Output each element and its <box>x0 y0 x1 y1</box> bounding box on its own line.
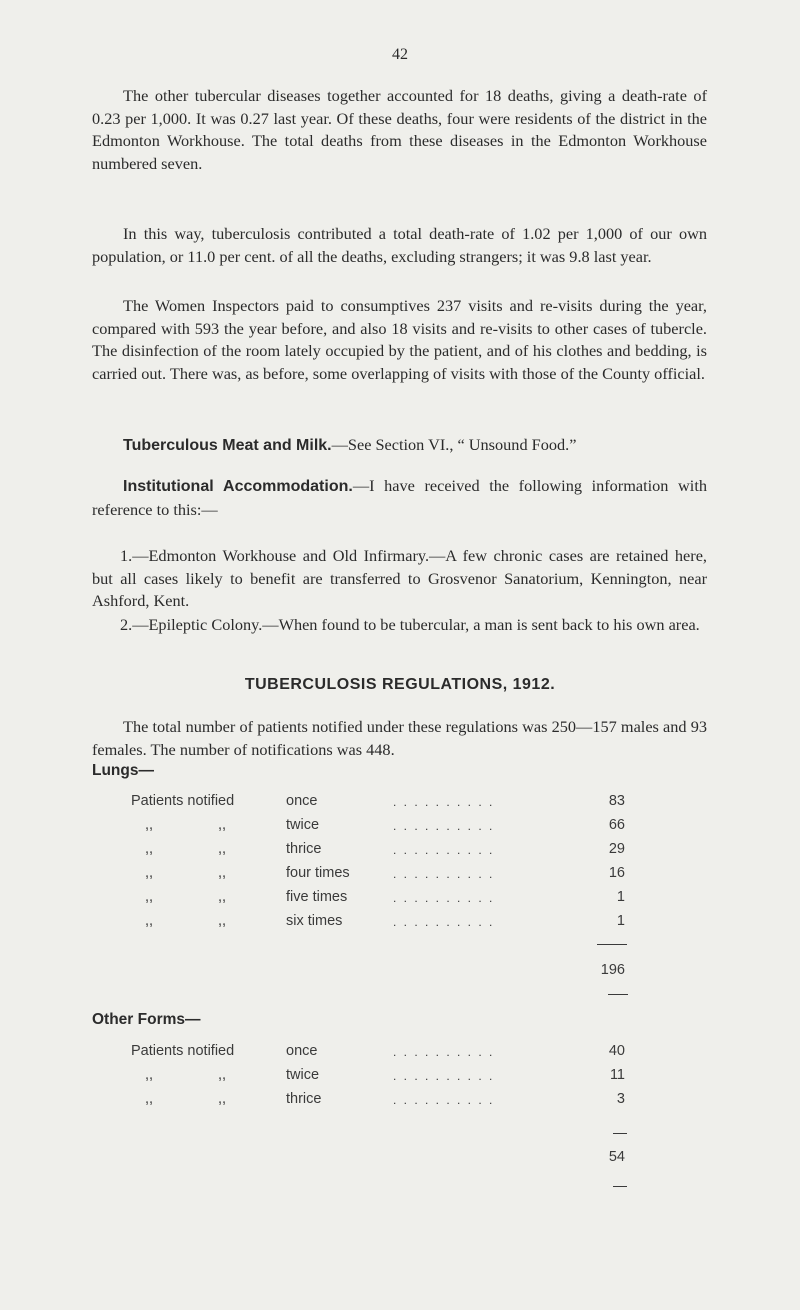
ditto-mark: ,, <box>145 865 154 881</box>
leader-dots: . . . . . . . . . . <box>393 867 495 881</box>
meat-milk-text: —See Section VI., “ Unsound Food.” <box>331 435 577 454</box>
ditto-mark: ,, <box>145 817 154 833</box>
ditto-mark: ,, <box>145 1067 154 1083</box>
row-label: four times <box>286 865 350 881</box>
lungs-total: 196 <box>600 962 625 978</box>
row-prefix: Patients notified <box>131 793 235 809</box>
leader-dots: . . . . . . . . . . <box>393 843 495 857</box>
row-value: 40 <box>608 1043 625 1059</box>
sum-rule <box>613 1133 627 1134</box>
leader-dots: . . . . . . . . . . <box>393 915 495 929</box>
table-row <box>0 793 800 815</box>
institutional-heading: Institutional Accommodation. <box>123 478 353 495</box>
row-value: 83 <box>608 793 625 809</box>
total-rule <box>608 994 628 995</box>
meat-milk-heading: Tuberculous Meat and Milk. <box>123 437 332 454</box>
row-label: thrice <box>286 841 322 857</box>
ditto-mark: ,, <box>218 865 227 881</box>
table-row <box>0 865 800 887</box>
leader-dots: . . . . . . . . . . <box>393 891 495 905</box>
table-row <box>0 1091 800 1113</box>
row-label: twice <box>286 1067 320 1083</box>
paragraph-meat-milk <box>92 434 707 458</box>
ditto-mark: ,, <box>218 889 227 905</box>
table-row <box>0 1067 800 1089</box>
paragraph-institutional <box>92 475 707 521</box>
ditto-mark: ,, <box>145 1091 154 1107</box>
other-forms-total: 54 <box>608 1149 625 1165</box>
lungs-heading: Lungs— <box>92 762 154 779</box>
row-label: six times <box>286 913 343 929</box>
ditto-mark: ,, <box>218 817 227 833</box>
row-prefix: Patients notified <box>131 1043 235 1059</box>
table-row <box>0 1043 800 1065</box>
row-value: 16 <box>608 865 625 881</box>
section-heading: TUBERCULOSIS REGULATIONS, 1912. <box>244 676 556 693</box>
row-value: 29 <box>608 841 625 857</box>
row-value: 1 <box>616 913 625 929</box>
ditto-mark: ,, <box>145 913 154 929</box>
row-value: 3 <box>616 1091 625 1107</box>
ditto-mark: ,, <box>145 841 154 857</box>
leader-dots: . . . . . . . . . . <box>393 1045 495 1059</box>
table-row <box>0 889 800 911</box>
table-row <box>0 841 800 863</box>
leader-dots: . . . . . . . . . . <box>393 795 495 809</box>
ditto-mark: ,, <box>145 889 154 905</box>
ditto-mark: ,, <box>218 913 227 929</box>
ditto-mark: ,, <box>218 1091 227 1107</box>
table-row <box>0 817 800 839</box>
paragraph-edmonton-workhouse: 1.—Edmonton Workhouse and Old Infirmary.—A few chronic cases are retained here, but all cases likely to benefit are transferred to Grosvenor Sanatorium, Kennington, near Ashford, Kent. <box>92 546 707 610</box>
row-value: 11 <box>609 1067 625 1083</box>
paragraph-total-patients: The total number of patients notified under these regulations was 250—157 males and 93 females. The number of notifications was 448. <box>92 717 707 759</box>
row-value: 66 <box>608 817 625 833</box>
ditto-mark: ,, <box>218 1067 227 1083</box>
total-rule <box>613 1186 627 1187</box>
paragraph-epileptic-colony: 2.—Epileptic Colony.—When found to be tubercular, a man is sent back to his own area. <box>120 615 700 634</box>
row-value: 1 <box>616 889 625 905</box>
table-row <box>0 913 800 935</box>
other-forms-heading: Other Forms— <box>92 1011 201 1028</box>
row-label: once <box>286 1043 318 1059</box>
institutional-text: —I have received the following information with reference to this:— <box>92 476 707 519</box>
row-label: twice <box>286 817 320 833</box>
leader-dots: . . . . . . . . . . <box>393 819 495 833</box>
page-number: 42 <box>392 46 408 63</box>
leader-dots: . . . . . . . . . . <box>393 1069 495 1083</box>
row-label: thrice <box>286 1091 322 1107</box>
paragraph-women-inspectors: The Women Inspectors paid to consumptives 237 visits and re-visits during the year, compared with 593 the year before, and also 18 visits and re-visits to other cases of tubercle. The disinfection of the room lately occupied by the patient, and of his clothes and bedding, is carried out. There was, as before, some overlapping of visits with those of the County official. <box>92 296 707 383</box>
row-label: once <box>286 793 318 809</box>
leader-dots: . . . . . . . . . . <box>393 1093 495 1107</box>
ditto-mark: ,, <box>218 841 227 857</box>
paragraph-death-rate: In this way, tuberculosis contributed a total death-rate of 1.02 per 1,000 of our own population, or 11.0 per cent. of all the deaths, excluding strangers; it was 9.8 last year. <box>92 224 707 266</box>
paragraph-other-tubercular: The other tubercular diseases together accounted for 18 deaths, giving a death-rate of 0.23 per 1,000. It was 0.27 last year. Of these deaths, four were residents of the district in the Edmonton Workhouse. The total deaths from these diseases in the Edmonton Workhouse numbered seven. <box>92 86 707 173</box>
row-label: five times <box>286 889 348 905</box>
sum-rule <box>597 944 627 945</box>
